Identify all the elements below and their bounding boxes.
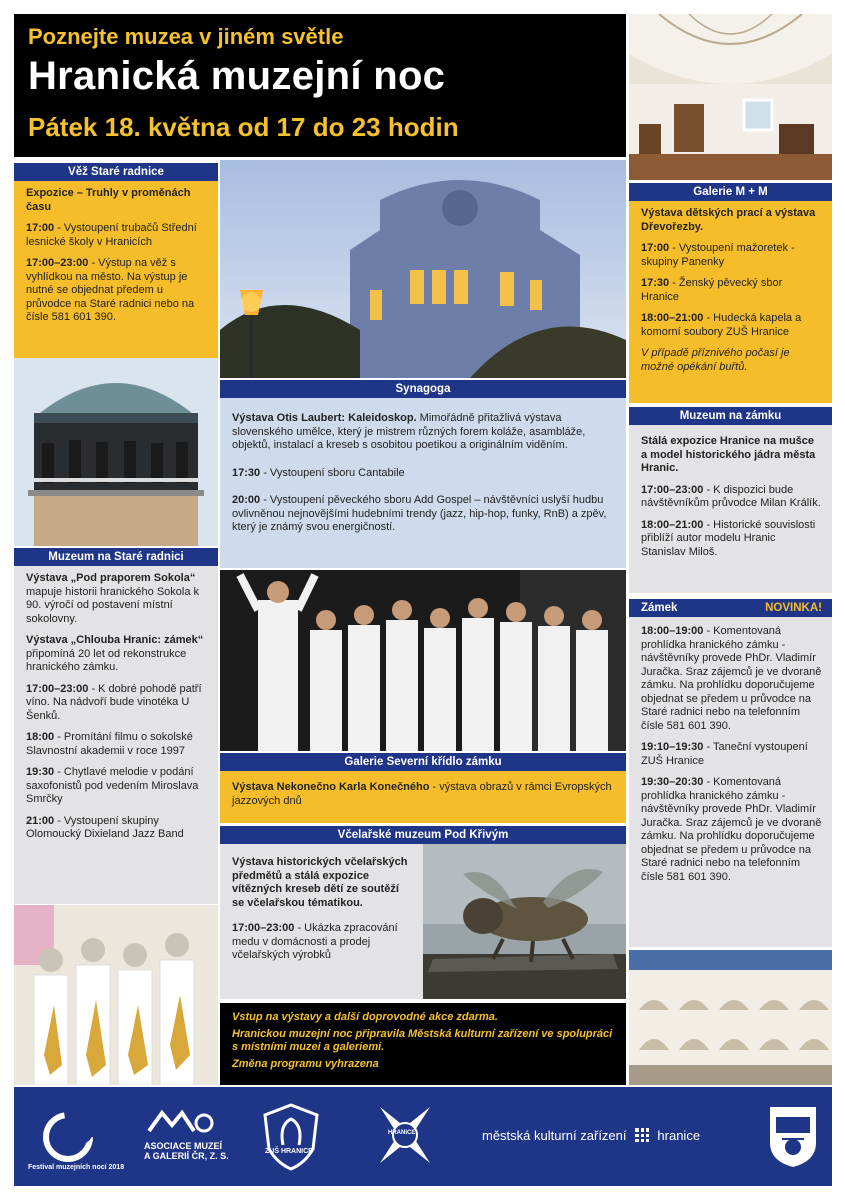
galerie-sever-expo: Výstava Nekonečno Karla Konečného - výstava obrazů v rámci Evropských jazzových dnů [232,781,612,807]
notice-line-3: Změna programu vyhrazena [232,1057,379,1070]
notice-line-1: Vstup na výstavy a další doprovodné akce zdarma. [232,1011,498,1023]
synagoga-item-1: 17:30 - Vystoupení sboru Cantabile [232,466,405,479]
notice-box [220,1003,626,1085]
section-title-vez: Věž Staré radnice [14,163,218,181]
zamek-item-1: 18:00–19:00 - Komentovaná prohlídka hranického zámku - návštěvníky provede PhDr. Vladimír Juračka. Sraz zájemců je ve dvoraně zámku. Na prohlídku doporučujeme objednat se předem u průvodce na Staré radnici nebo na telefonním čísle 581 601 390. [641,625,822,732]
section-title-vcelarske: Včelařské muzeum Pod Křivým [220,826,626,844]
galerie-mm-item-2: 17:30 - Ženský pěvecký sbor Hranice [641,277,783,303]
photo-bee-statue [423,844,626,999]
section-title-synagoga: Synagoga [220,380,626,398]
mkz-brand: hranice [657,1128,701,1143]
amg-line-2: A GALERIÍ ČR, Z. S. [144,1151,229,1161]
section-muzeum-zamku [629,425,832,593]
galerie-mm-item-3: 18:00–21:00 - Hudecká kapela a komorní soubory ZUŠ Hranice [641,312,802,338]
section-title-galerie-sever: Galerie Severní křídlo zámku [220,753,626,771]
festival-logo [28,1099,125,1175]
vcelarske-expo: Výstava historických včelařských předmětů a stálá expozice vítězných kreseb dětí ze soutěží se včelařskou tématikou. [232,856,408,909]
section-title-galerie-mm: Galerie M + M [629,183,832,201]
photo-castle-courtyard [629,950,832,1085]
vcelarske-item: 17:00–23:00 - Ukázka zpracování medu v domácnosti a prodej včelařských výrobků [232,922,398,961]
synagoga-item-2: 20:00 - Vystoupení pěveckého sboru Add Gospel – návštěvníci uslyší hudbu ovlivněnou nejnovějšími hudebními trendy (jazz, hip-hop, funky, RnB) a zpěv, který je známý svou energičností. [232,494,607,533]
muzeum-item-2: 18:00 - Promítání filmu o sokolské Slavnostní akademii v roce 1997 [26,731,193,757]
hranice-logo [372,1097,438,1173]
muzeum-expo-2: Výstava „Chlouba Hranic: zámek“ připomíná 20 let od rekonstrukce hranického zámku. [26,634,204,673]
section-vcelarske [220,844,423,999]
amg-logo [144,1109,234,1169]
zamek-item-2: 19:10–19:30 - Taneční vystoupení ZUŠ Hranice [641,741,808,767]
section-title-muzeum-radnice: Muzeum na Staré radnici [14,548,218,566]
vez-item-2: 17:00–23:00 - Výstup na věž s vyhlídkou na město. Na výstup je nutné se objednat předem u průvodce na Staré radnici nebo na čísle 581 601 390. [26,257,195,323]
notice-line-2: Hranickou muzejní noc připravila Městská kulturní zařízení ve spolupráci s místními muzei a galeriemi. [232,1027,613,1053]
zus-logo-text: ZUŠ HRANICE [265,1148,313,1155]
galerie-mm-note: V případě příznivého počasí je možné opékání buřtů. [641,347,790,373]
section-title-muzeum-zamku: Muzeum na zámku [629,407,832,425]
zamek-item-3: 19:30–20:30 - Komentovaná prohlídka hranického zámku - návštěvníky provede PhDr. Vladimír Juračka. Sraz zájemců je ve dvoraně zámku. Na prohlídku doporučujeme objednat se předem u průvodce na Staré radnici nebo na telefonním čísle 581 601 390. [641,776,822,883]
muzeum-zamku-item-2: 18:00–21:00 - Historické souvislosti přiblíží autor modelu Hranic Stanislav Miloš. [641,518,816,558]
coat-of-arms [766,1103,820,1169]
muzeum-zamku-item-1: 17:00–23:00 - K dispozici bude návštěvníkům průvodce Milan Králík. [641,483,821,509]
photo-castle-interior [629,14,832,180]
mkz-grid-icon [635,1128,649,1142]
vez-item-1: 17:00 - Vystoupení trubačů Střední lesnické školy v Hranicích [26,222,197,248]
festival-logo-text: Festival muzejních nocí 2018 [28,1164,125,1171]
page-title: Hranická muzejní noc [28,54,446,98]
mkz-logo [482,1127,742,1147]
galerie-mm-item-1: 17:00 - Vystoupení mažoretek - skupiny Panenky [641,242,795,268]
photo-gospel-choir [220,570,626,751]
section-synagoga [220,398,626,568]
header-date: Pátek 18. května od 17 do 23 hodin [28,112,459,142]
muzeum-item-4: 21:00 - Vystoupení skupiny Olomoucký Dixieland Jazz Band [26,814,184,840]
photo-tower-trumpeters [14,358,218,546]
section-muzeum-radnice [14,566,218,904]
synagoga-expo: Výstava Otis Laubert: Kaleidoskop. Mimořádně přitažlivá výstava slovenského umělce, který je mistrem různých forem koláže, asambláže, objektů, instalací a kreseb s osobitou poetikou a originálním viděním. [232,412,586,451]
coat-of-arms-icon [766,1103,820,1169]
header-banner [14,14,626,157]
photo-saxophonists [14,905,218,1085]
novinka-badge: NOVINKA! [765,602,822,614]
section-zamek [629,617,832,947]
amg-mark-icon [144,1109,214,1135]
zus-logo [259,1101,323,1173]
muzeum-expo-1: Výstava „Pod praporem Sokola“ mapuje historii hranického Sokola k 90. výročí od postavení místní sokolovny. [26,572,200,625]
vez-expo: Expozice – Truhly v proměnách času [26,187,191,213]
section-title-zamek [629,599,832,617]
zus-shield-icon [259,1101,323,1173]
muzeum-item-1: 17:00–23:00 - K dobré pohodě patří víno. Na nádvoří bude vinotéka U Šenků. [26,682,202,722]
header-tagline: Poznejte muzea v jiném světle [28,24,344,49]
muzeum-zamku-expo: Stálá expozice Hranice na mušce a model historického jádra města Hranic. [641,435,816,474]
zamek-title: Zámek [641,602,678,614]
hranice-logo-text: HRANICE [388,1130,416,1136]
mkz-text: městská kulturní zařízení [482,1128,627,1143]
amg-line-1: ASOCIACE MUZEÍ [144,1141,223,1151]
muzeum-item-3: 19:30 - Chytlavé melodie v podání saxofonistů pod vedením Miroslava Smrčky [26,766,199,805]
section-galerie-sever [220,771,626,823]
section-vez [14,181,218,358]
section-galerie-mm [629,201,832,403]
photo-synagogue [220,160,626,378]
footer-logos [14,1087,832,1186]
galerie-mm-expo: Výstava dětských prací a výstava Dřevořezby. [641,207,816,233]
